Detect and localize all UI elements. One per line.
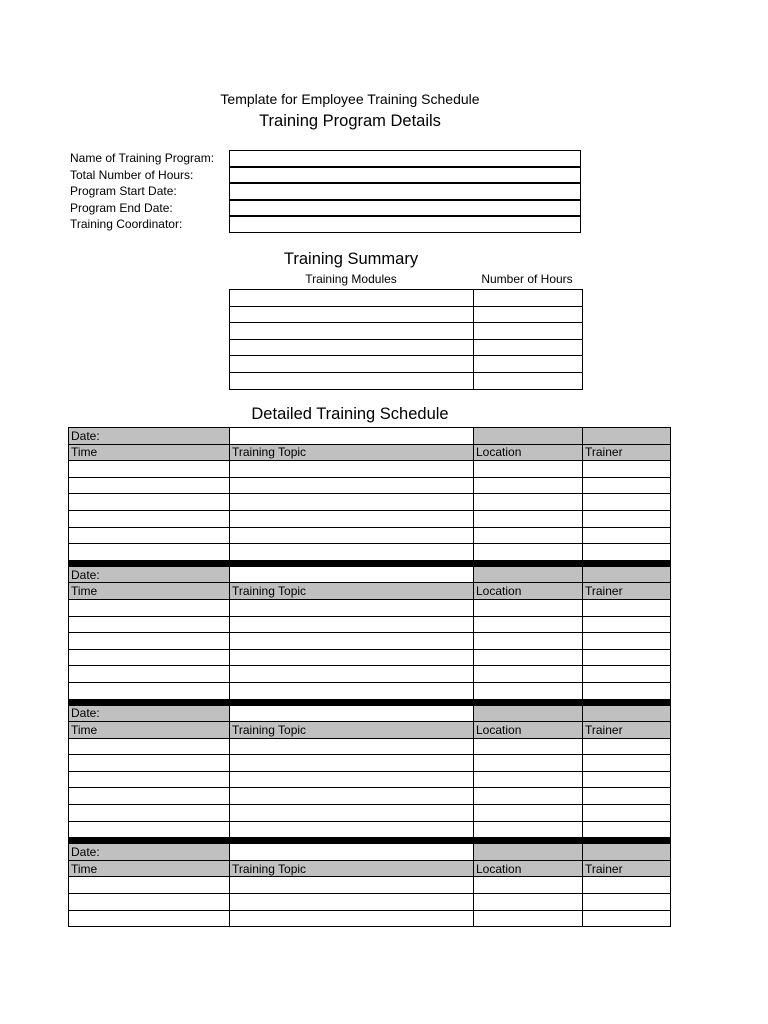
trainer-cell[interactable] <box>583 544 671 561</box>
schedule-row <box>69 738 671 755</box>
schedule-row <box>69 477 671 494</box>
date-row-cell <box>583 844 671 861</box>
location-cell[interactable] <box>474 682 583 699</box>
summary-hours-cell[interactable] <box>474 339 583 356</box>
trainer-cell[interactable] <box>583 616 671 633</box>
date-row-cell <box>474 705 583 722</box>
topic-cell[interactable] <box>230 682 474 699</box>
schedule-row <box>69 599 671 616</box>
time-cell[interactable] <box>69 616 230 633</box>
schedule-header-row <box>69 444 671 461</box>
date-row-cell <box>583 705 671 722</box>
column-header: Trainer <box>583 860 671 877</box>
topic-cell[interactable] <box>230 649 474 666</box>
schedule-row <box>69 461 671 478</box>
topic-cell[interactable] <box>230 461 474 478</box>
schedule-row <box>69 666 671 683</box>
field-label-start-date: Program Start Date: <box>70 184 177 199</box>
field-label-program-name: Name of Training Program: <box>70 151 215 165</box>
trainer-cell[interactable] <box>583 649 671 666</box>
trainer-cell[interactable] <box>583 910 671 927</box>
schedule-row <box>69 805 671 822</box>
date-value-cell[interactable] <box>230 705 474 722</box>
time-cell[interactable] <box>69 738 230 755</box>
date-value-cell[interactable] <box>230 566 474 583</box>
trainer-cell[interactable] <box>583 527 671 544</box>
column-header: Time <box>69 444 230 461</box>
program-name-field[interactable] <box>229 150 581 167</box>
summary-row <box>230 372 583 389</box>
summary-row <box>230 290 583 307</box>
schedule-header-row <box>69 583 671 600</box>
schedule-row <box>69 788 671 805</box>
time-cell[interactable] <box>69 477 230 494</box>
summary-hours-cell[interactable] <box>474 323 583 340</box>
time-cell[interactable] <box>69 494 230 511</box>
summary-hours-cell[interactable] <box>474 372 583 389</box>
location-cell[interactable] <box>474 910 583 927</box>
schedule-row <box>69 616 671 633</box>
summary-hours-cell[interactable] <box>474 306 583 323</box>
schedule-row <box>69 544 671 561</box>
date-label: Date: <box>69 705 230 722</box>
trainer-cell[interactable] <box>583 788 671 805</box>
summary-row <box>230 306 583 323</box>
summary-table <box>229 289 583 390</box>
date-label: Date: <box>69 428 230 445</box>
location-cell[interactable] <box>474 771 583 788</box>
summary-hours-cell[interactable] <box>474 356 583 373</box>
column-header: Training Topic <box>230 444 474 461</box>
location-cell[interactable] <box>474 633 583 650</box>
time-cell[interactable] <box>69 910 230 927</box>
field-label-total-hours: Total Number of Hours: <box>70 167 194 182</box>
topic-cell[interactable] <box>230 877 474 894</box>
trainer-cell[interactable] <box>583 510 671 527</box>
date-label: Date: <box>69 844 230 861</box>
trainer-cell[interactable] <box>583 666 671 683</box>
summary-module-cell[interactable] <box>230 356 474 373</box>
location-cell[interactable] <box>474 494 583 511</box>
location-cell[interactable] <box>474 616 583 633</box>
topic-cell[interactable] <box>230 738 474 755</box>
trainer-cell[interactable] <box>583 461 671 478</box>
time-cell[interactable] <box>69 633 230 650</box>
column-header: Location <box>474 860 583 877</box>
schedule-row <box>69 894 671 911</box>
topic-cell[interactable] <box>230 805 474 822</box>
topic-cell[interactable] <box>230 894 474 911</box>
column-header: Trainer <box>583 722 671 739</box>
trainer-cell[interactable] <box>583 821 671 838</box>
trainer-cell[interactable] <box>583 599 671 616</box>
topic-cell[interactable] <box>230 527 474 544</box>
summary-module-cell[interactable] <box>230 372 474 389</box>
location-cell[interactable] <box>474 544 583 561</box>
summary-hours-cell[interactable] <box>474 290 583 307</box>
date-row <box>69 844 671 861</box>
schedule-row <box>69 771 671 788</box>
trainer-cell[interactable] <box>583 877 671 894</box>
schedule-row <box>69 527 671 544</box>
date-label: Date: <box>69 566 230 583</box>
column-header: Training Topic <box>230 860 474 877</box>
topic-cell[interactable] <box>230 599 474 616</box>
trainer-cell[interactable] <box>583 494 671 511</box>
schedule-table <box>68 427 671 927</box>
topic-cell[interactable] <box>230 910 474 927</box>
location-cell[interactable] <box>474 821 583 838</box>
time-cell[interactable] <box>69 666 230 683</box>
location-cell[interactable] <box>474 877 583 894</box>
time-cell[interactable] <box>69 682 230 699</box>
schedule-row <box>69 510 671 527</box>
time-cell[interactable] <box>69 510 230 527</box>
location-cell[interactable] <box>474 738 583 755</box>
topic-cell[interactable] <box>230 666 474 683</box>
column-header: Location <box>474 722 583 739</box>
trainer-cell[interactable] <box>583 894 671 911</box>
summary-col-modules: Training Modules <box>305 272 397 286</box>
time-cell[interactable] <box>69 649 230 666</box>
summary-row <box>230 323 583 340</box>
location-cell[interactable] <box>474 461 583 478</box>
topic-cell[interactable] <box>230 633 474 650</box>
location-cell[interactable] <box>474 527 583 544</box>
column-header: Training Topic <box>230 583 474 600</box>
total-hours-field[interactable] <box>229 167 581 184</box>
trainer-cell[interactable] <box>583 805 671 822</box>
location-cell[interactable] <box>474 755 583 772</box>
topic-cell[interactable] <box>230 616 474 633</box>
date-row <box>69 705 671 722</box>
location-cell[interactable] <box>474 788 583 805</box>
schedule-row <box>69 910 671 927</box>
date-row <box>69 566 671 583</box>
schedule-row <box>69 494 671 511</box>
coordinator-field[interactable] <box>229 216 581 233</box>
topic-cell[interactable] <box>230 544 474 561</box>
time-cell[interactable] <box>69 527 230 544</box>
column-header: Time <box>69 860 230 877</box>
column-header: Time <box>69 583 230 600</box>
schedule-header-row <box>69 860 671 877</box>
location-cell[interactable] <box>474 477 583 494</box>
time-cell[interactable] <box>69 599 230 616</box>
time-cell[interactable] <box>69 461 230 478</box>
topic-cell[interactable] <box>230 477 474 494</box>
field-label-end-date: Program End Date: <box>70 200 173 215</box>
time-cell[interactable] <box>69 894 230 911</box>
date-row-cell <box>474 428 583 445</box>
schedule-row <box>69 821 671 838</box>
date-row <box>69 428 671 445</box>
schedule-row <box>69 755 671 772</box>
field-label-coordinator: Training Coordinator: <box>70 217 183 232</box>
schedule-title: Detailed Training Schedule <box>251 405 449 423</box>
location-cell[interactable] <box>474 666 583 683</box>
trainer-cell[interactable] <box>583 755 671 772</box>
date-row-cell <box>474 844 583 861</box>
topic-cell[interactable] <box>230 494 474 511</box>
schedule-row <box>69 649 671 666</box>
date-row-cell <box>583 566 671 583</box>
time-cell[interactable] <box>69 755 230 772</box>
topic-cell[interactable] <box>230 755 474 772</box>
summary-module-cell[interactable] <box>230 290 474 307</box>
summary-module-cell[interactable] <box>230 323 474 340</box>
location-cell[interactable] <box>474 649 583 666</box>
program-details-labels <box>70 150 214 233</box>
summary-module-cell[interactable] <box>230 339 474 356</box>
schedule-row <box>69 682 671 699</box>
time-cell[interactable] <box>69 805 230 822</box>
location-cell[interactable] <box>474 510 583 527</box>
column-header: Time <box>69 722 230 739</box>
topic-cell[interactable] <box>230 821 474 838</box>
trainer-cell[interactable] <box>583 682 671 699</box>
schedule-row <box>69 633 671 650</box>
start-date-field[interactable] <box>229 183 581 200</box>
time-cell[interactable] <box>69 877 230 894</box>
document-subtitle: Template for Employee Training Schedule <box>220 91 480 107</box>
date-row-cell <box>474 566 583 583</box>
topic-cell[interactable] <box>230 510 474 527</box>
column-header: Location <box>474 444 583 461</box>
location-cell[interactable] <box>474 599 583 616</box>
time-cell[interactable] <box>69 788 230 805</box>
summary-title: Training Summary <box>283 250 419 268</box>
trainer-cell[interactable] <box>583 738 671 755</box>
topic-cell[interactable] <box>230 771 474 788</box>
column-header: Trainer <box>583 444 671 461</box>
location-cell[interactable] <box>474 805 583 822</box>
document-title: Training Program Details <box>259 112 441 130</box>
column-header: Location <box>474 583 583 600</box>
topic-cell[interactable] <box>230 788 474 805</box>
column-header: Trainer <box>583 583 671 600</box>
date-row-cell <box>583 428 671 445</box>
location-cell[interactable] <box>474 894 583 911</box>
trainer-cell[interactable] <box>583 771 671 788</box>
summary-col-hours: Number of Hours <box>481 272 573 286</box>
time-cell[interactable] <box>69 544 230 561</box>
summary-row <box>230 356 583 373</box>
column-header: Training Topic <box>230 722 474 739</box>
date-value-cell[interactable] <box>230 428 474 445</box>
trainer-cell[interactable] <box>583 477 671 494</box>
time-cell[interactable] <box>69 821 230 838</box>
trainer-cell[interactable] <box>583 633 671 650</box>
date-value-cell[interactable] <box>230 844 474 861</box>
schedule-row <box>69 877 671 894</box>
time-cell[interactable] <box>69 771 230 788</box>
summary-module-cell[interactable] <box>230 306 474 323</box>
schedule-header-row <box>69 722 671 739</box>
summary-row <box>230 339 583 356</box>
end-date-field[interactable] <box>229 200 581 217</box>
